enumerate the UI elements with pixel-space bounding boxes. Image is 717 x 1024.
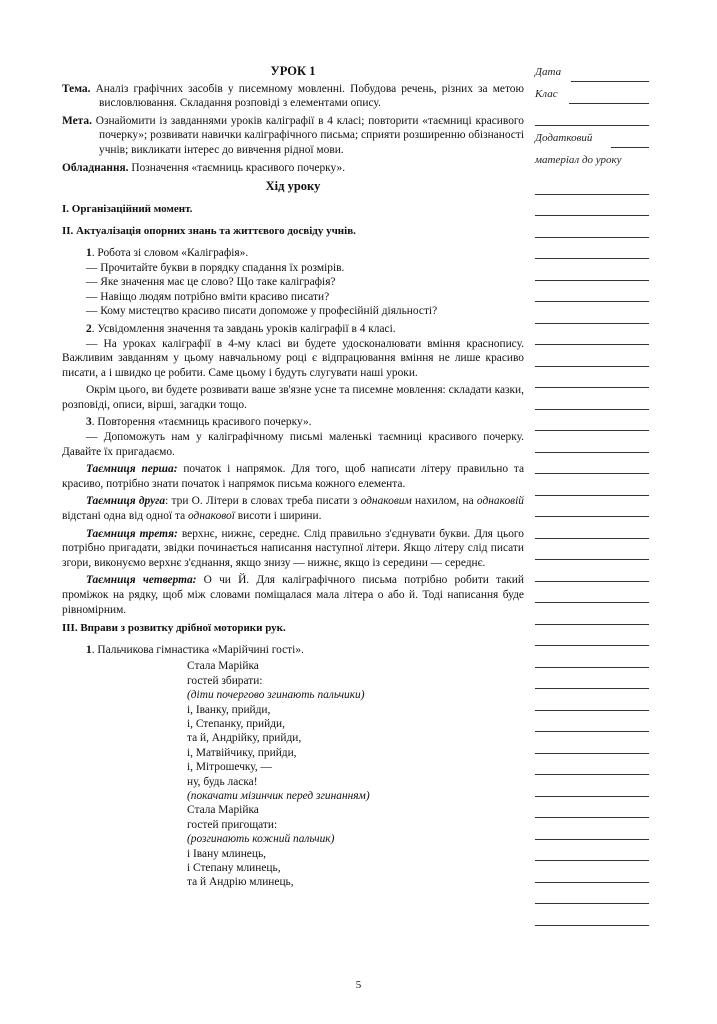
writing-line: [535, 582, 649, 604]
writing-line: [535, 281, 649, 303]
secret-1: Таємниця перша: початок і напрямок. Для того, щоб написати літеру правильно та красиво, потрібно знати початок і напрямок письма кожного елемента.: [62, 463, 525, 490]
lesson-topic: Тема. Аналіз графічних засобів у писемному мовленні. Побудова речень, різних за метою висловлювання. Складання розповіді з елементами опису.: [62, 82, 524, 110]
poem-line: та й Андрію млинець,: [187, 876, 294, 889]
page-number: 5: [355, 979, 362, 991]
item-2-body: — На уроках каліграфії в 4-му класі ви будете удосконалювати вміння краснопису. Важливим завданням у цьому навчальному році є відпрацювання вміння не лише красиво писати, а і швидко це робити. Саме цьому і будуть слугувати наші уроки.: [62, 337, 524, 379]
writing-line: [535, 646, 649, 668]
writing-line: [535, 388, 649, 410]
poem-line: ну, будь ласка!: [187, 775, 258, 788]
lesson-course-title: Хід уроку: [265, 179, 321, 194]
writing-line: [535, 861, 649, 883]
poem-line: і, Матвійчику, прийди,: [187, 746, 297, 759]
writing-line: [535, 775, 649, 797]
poem-line: (розгинають кожний пальчик): [187, 833, 335, 846]
lesson-goal: Мета. Ознайомити із завданнями уроків каліграфії в 4 класі; повторити «таємниці красивого почерку»; розвивати навички каліграфічного письма; сприяти розширенню обізнаності учнів; викликати інтерес до вивчення рідної мови.: [62, 114, 524, 156]
class-field: [535, 86, 649, 108]
lesson-body: [62, 64, 524, 890]
writing-line: [535, 732, 649, 754]
writing-line: [535, 603, 649, 625]
poem-line: гостей пригощати:: [187, 818, 278, 831]
extra-field: [535, 108, 649, 130]
writing-line: [535, 560, 649, 582]
extra-label: Додатковий: [535, 132, 593, 144]
item-2-body-2: Окрім цього, ви будете розвивати ваше зв'язне усне та писемне мовлення: складати казки, розповіді, описи, вірші, загадки тощо.: [62, 384, 524, 411]
writing-line: [535, 453, 649, 475]
margin-sidebar: [535, 64, 649, 174]
poem-line: Стала Марійка: [187, 804, 259, 817]
writing-line: [535, 797, 649, 819]
writing-line: [535, 625, 649, 647]
writing-line: [535, 474, 649, 496]
writing-line: [535, 259, 649, 281]
extra-material-field: [535, 130, 649, 152]
writing-line: [535, 904, 649, 926]
writing-line: [535, 431, 649, 453]
writing-lines: [535, 173, 649, 926]
section-3-heading: III. Вправи з розвитку дрібної моторики рук.: [62, 622, 286, 635]
writing-line: [535, 818, 649, 840]
secret-4: Таємниця четверта: О чи Й. Для каліграфічного письма потрібно робити такий проміжок на рядку, щоб між словами поміщалася мала літера о або й. Тоді написання буде рівномірним.: [62, 574, 524, 616]
writing-line: [535, 496, 649, 518]
date-label: Дата: [535, 66, 562, 78]
writing-line: [535, 410, 649, 432]
material-label: матеріал до уроку: [535, 154, 622, 166]
writing-line: [535, 883, 649, 905]
item-3-heading: 3. Повторення «таємниць красивого почерку».: [86, 416, 312, 429]
poem-line: (діти почергово згинають пальчики): [187, 689, 365, 702]
item-3-body: — Допоможуть нам у каліграфічному письмі маленькі таємниці красивого почерку. Давайте їх пригадаємо.: [62, 431, 524, 458]
writing-line: [535, 238, 649, 260]
question-1: — Прочитайте букви в порядку спадання їх розмірів.: [86, 261, 345, 274]
item-1-heading: 1. Робота зі словом «Каліграфія».: [86, 246, 249, 259]
writing-line: [535, 754, 649, 776]
writing-line: [535, 324, 649, 346]
class-label: Клас: [535, 88, 558, 100]
poem-line: гостей збирати:: [187, 674, 263, 687]
poem-line: і, Мітрошечку, —: [187, 761, 272, 774]
question-4: — Кому мистецтво красиво писати допоможе у професійній діяльності?: [86, 305, 438, 318]
poem-line: і Степану млинець,: [187, 862, 281, 875]
writing-line: [535, 173, 649, 195]
writing-line: [535, 711, 649, 733]
poem-line: (покачати мізинчик перед згинанням): [187, 790, 370, 803]
lesson-title: УРОК 1: [270, 64, 316, 78]
poem-line: і, Степанку, прийди,: [187, 718, 285, 730]
writing-line: [535, 539, 649, 561]
poem-line: і, Іванку, прийди,: [187, 703, 271, 716]
writing-line: [535, 367, 649, 389]
writing-line: [535, 668, 649, 690]
question-2: — Яке значення має це слово? Що таке каліграфія?: [86, 276, 336, 289]
material-label-row: [535, 152, 649, 174]
writing-line: [535, 840, 649, 862]
poem-line: Стала Марійка: [187, 660, 259, 673]
writing-line: [535, 195, 649, 217]
secret-2: Таємниця друга: три О. Літери в словах треба писати з однаковим нахилом, на однаковій відстані одна від одної та однакової висоти і ширини.: [62, 495, 524, 523]
question-3: — Навіщо людям потрібно вміти красиво писати?: [86, 290, 330, 303]
section-2-heading: II. Актуалізація опорних знань та життєвого досвіду учнів.: [62, 225, 356, 238]
writing-line: [535, 345, 649, 367]
poem-line: і Івану млинець,: [187, 847, 267, 860]
writing-line: [535, 689, 649, 711]
secret-3: Таємниця третя: верхнє, нижнє, середнє. Слід правильно з'єднувати букви. Для цього потрібно пригадати, звідки починається написання наступної літери. Якщо літеру слід писати згори, виконуємо верхнє з'єднання, якщо знизу — нижнє, якщо із середини — середнє.: [62, 527, 525, 569]
writing-line: [535, 302, 649, 324]
lesson-equipment: Обладнання. Позначення «таємниць красивого почерку».: [62, 161, 346, 174]
poem-line: та й, Андрійку, прийди,: [187, 732, 302, 745]
gymnastics-heading: 1. Пальчикова гімнастика «Марійчині гості».: [86, 643, 304, 656]
item-2-heading: 2. Усвідомлення значення та завдань уроків каліграфії в 4 класі.: [86, 322, 396, 335]
poem: [62, 659, 524, 890]
writing-line: [535, 216, 649, 238]
date-field: [535, 64, 649, 86]
writing-line: [535, 517, 649, 539]
section-1-heading: I. Організаційний момент.: [62, 202, 193, 215]
